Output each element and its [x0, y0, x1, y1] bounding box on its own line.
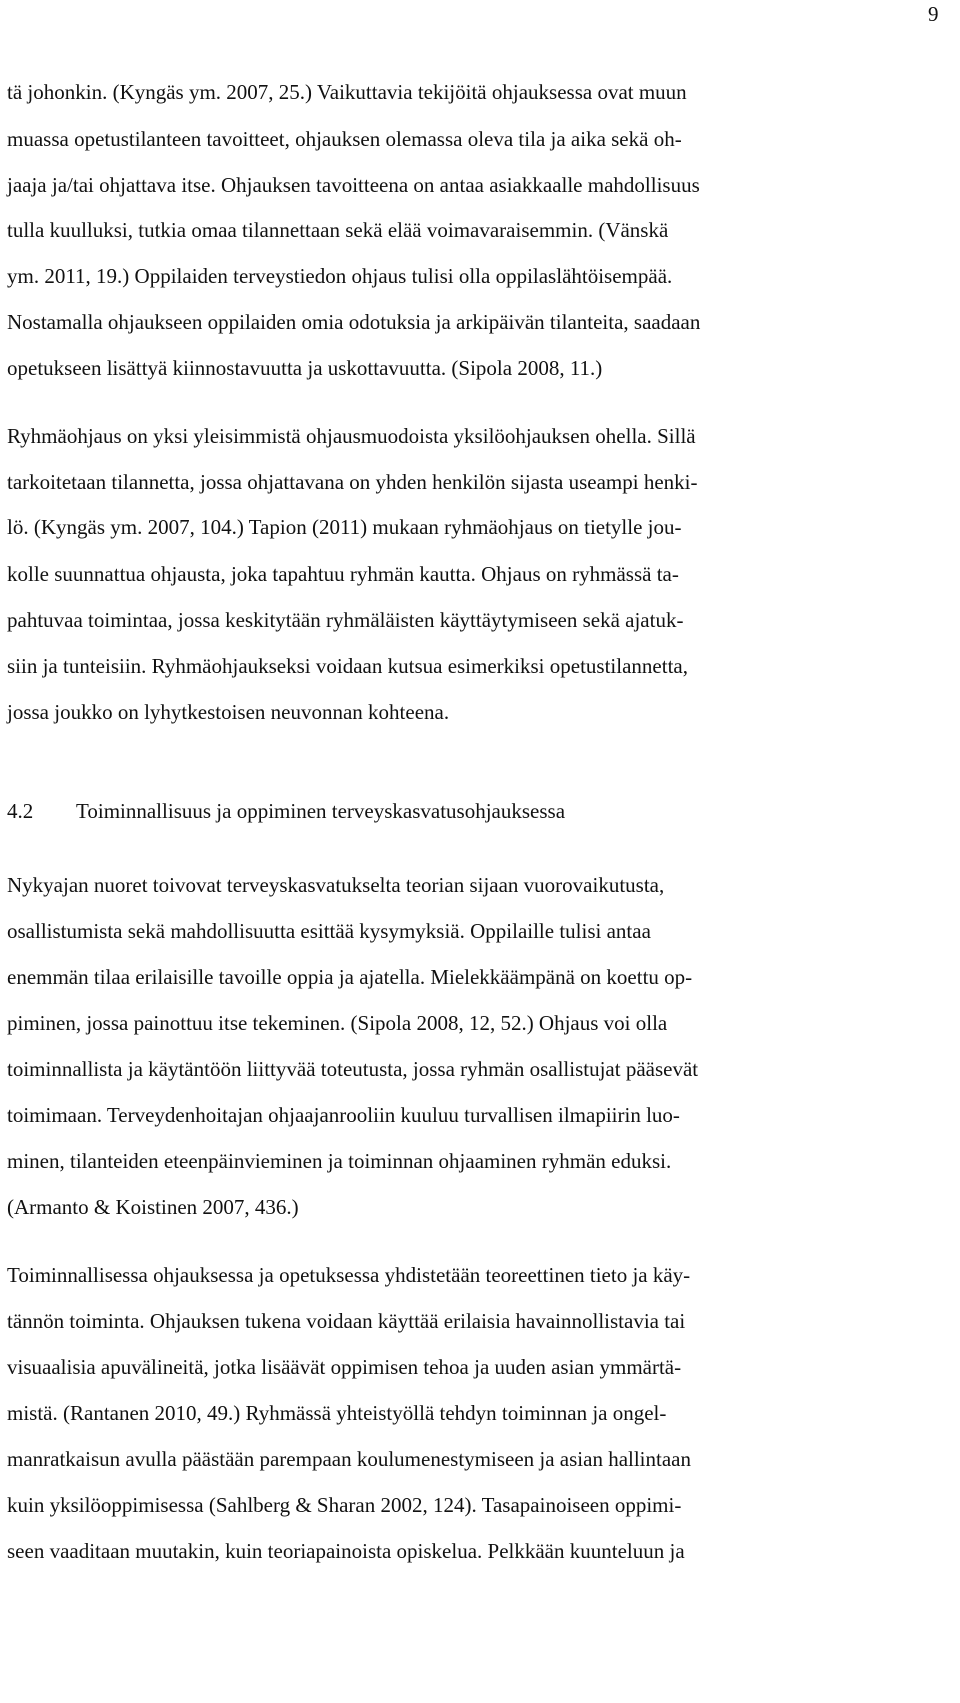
- text-line: minen, tilanteiden eteenpäinvieminen ja toiminnan ohjaaminen ryhmän eduksi.: [7, 1149, 672, 1173]
- text-line: seen vaaditaan muutakin, kuin teoriapainoista opiskelua. Pelkkään kuunteluun ja: [7, 1539, 685, 1563]
- text-line: lö. (Kyngäs ym. 2007, 104.) Tapion (2011) mukaan ryhmäohjaus on tietylle jou-: [7, 515, 682, 539]
- text-line: visuaalisia apuvälineitä, jotka lisäävät oppimisen tehoa ja uuden asian ymmärtä-: [7, 1355, 682, 1379]
- text-line: kolle suunnattua ohjausta, joka tapahtuu ryhmän kautta. Ohjaus on ryhmässä ta-: [7, 562, 679, 586]
- text-line: manratkaisun avulla päästään parempaan koulumenestymiseen ja asian hallintaan: [7, 1447, 691, 1471]
- text-line: tulla kuulluksi, tutkia omaa tilannettaan sekä elää voimavaraisemmin. (Vänskä: [7, 218, 669, 242]
- text-line: ym. 2011, 19.) Oppilaiden terveystiedon ohjaus tulisi olla oppilaslähtöisempää.: [7, 264, 673, 288]
- text-line: toiminnallista ja käytäntöön liittyvää toteutusta, jossa ryhmän osallistujat pääsevät: [7, 1057, 699, 1081]
- text-line: siin ja tunteisiin. Ryhmäohjaukseksi voidaan kutsua esimerkiksi opetustilannetta,: [7, 654, 688, 678]
- text-line: Toiminnallisessa ohjauksessa ja opetuksessa yhdistetään teoreettinen tieto ja käy-: [7, 1263, 691, 1287]
- text-line: Ryhmäohjaus on yksi yleisimmistä ohjausmuodoista yksilöohjauksen ohella. Sillä: [7, 424, 696, 448]
- text-line: enemmän tilaa erilaisille tavoille oppia ja ajatella. Mielekkäämpänä on koettu op-: [7, 965, 693, 989]
- text-line: osallistumista sekä mahdollisuutta esittää kysymyksiä. Oppilaille tulisi antaa: [7, 919, 651, 943]
- text-line: jossa joukko on lyhytkestoisen neuvonnan kohteena.: [7, 700, 450, 724]
- text-line: piminen, jossa painottuu itse tekeminen. (Sipola 2008, 12, 52.) Ohjaus voi olla: [7, 1011, 668, 1035]
- text-line: mistä. (Rantanen 2010, 49.) Ryhmässä yhteistyöllä tehdyn toiminnan ja ongel-: [7, 1401, 667, 1425]
- text-line: tännön toiminta. Ohjauksen tukena voidaan käyttää erilaisia havainnollistavia tai: [7, 1309, 686, 1333]
- text-line: tä johonkin. (Kyngäs ym. 2007, 25.) Vaikuttavia tekijöitä ohjauksessa ovat muun: [7, 80, 687, 104]
- text-line: pahtuvaa toimintaa, jossa keskitytään ryhmäläisten käyttäytymiseen sekä ajatuk-: [7, 608, 684, 632]
- text-line: toimimaan. Terveydenhoitajan ohjaajanrooliin kuuluu turvallisen ilmapiirin luo-: [7, 1103, 680, 1127]
- text-line: jaaja ja/tai ohjattava itse. Ohjauksen tavoitteena on antaa asiakkaalle mahdollisuus: [7, 173, 700, 197]
- text-line: (Armanto & Koistinen 2007, 436.): [7, 1195, 299, 1219]
- text-line: Nykyajan nuoret toivovat terveyskasvatukselta teorian sijaan vuorovaikutusta,: [7, 873, 665, 897]
- text-line: kuin yksilöoppimisessa (Sahlberg & Sharan 2002, 124). Tasapainoiseen oppimi-: [7, 1493, 682, 1517]
- text-line: opetukseen lisättyä kiinnostavuutta ja uskottavuutta. (Sipola 2008, 11.): [7, 356, 603, 380]
- page-number: 9: [928, 2, 939, 26]
- section-number: 4.2: [7, 799, 34, 823]
- text-line: tarkoitetaan tilannetta, jossa ohjattavana on yhden henkilön sijasta useampi henki-: [7, 470, 698, 494]
- text-line: Nostamalla ohjaukseen oppilaiden omia odotuksia ja arkipäivän tilanteita, saadaan: [7, 310, 701, 334]
- section-title: Toiminnallisuus ja oppiminen terveyskasvatusohjauksessa: [76, 799, 566, 823]
- text-line: muassa opetustilanteen tavoitteet, ohjauksen olemassa oleva tila ja aika sekä oh-: [7, 127, 682, 151]
